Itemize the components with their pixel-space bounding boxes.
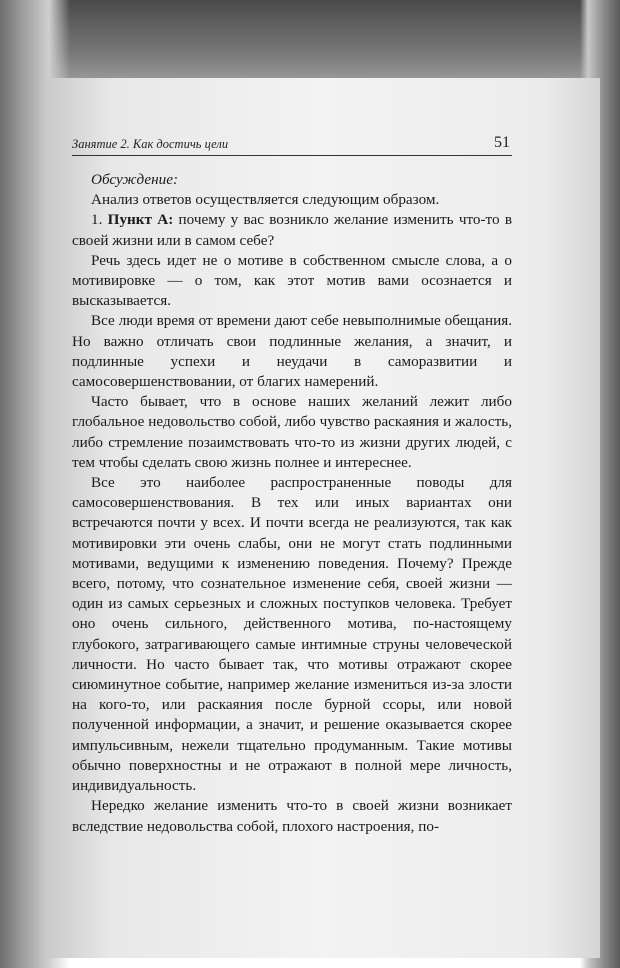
page-header [72,133,512,156]
paragraph-6: Нередко желание изменить что-то в своей жизни возникает вследствие недовольства собой, плохого настроения, по- [72,797,512,835]
paragraph-5: Все это наиболее распространенные поводы для самосовершенствования. В тех или иных вариантах они встречаются почти у всех. И почти всегда не реализуются, так как мотивировки эти очень слабы, они не могут стать подлинными мотивами, ведущими к изменению поведения. Почему? Прежде всего, потому, что сознательное изменение себя, своей жизни — один из самых серьезных и сложных поступков человека. Требует оно очень сильного, действенного мотива, по-настоящему глубокого, затрагивающего самые интимные струны человеческой личности. Но часто бывает так, что мотивы отражают скорее сиюминутное событие, например желание измениться из-за злости на кого-то, или раскаяния после бурной ссоры, или новой полученной информации, а значит, и решение оказывается скорее импульсивным, нежели тщательно продуманным. Такие мотивы обычно поверхностны и не отражают в полной мере личность, индивидуальность. [72,474,512,795]
paragraph-3: Все люди время от времени дают себе невыполнимые обещания. Но важно отличать свои подлинные желания, а значит, и подлинные успехи и неудачи в саморазвитии и самосовершенствовании, от благих намерений. [72,312,512,391]
page-number: 51 [494,134,510,151]
running-head: Занятие 2. Как достичь цели [72,137,229,151]
body-text [72,170,512,837]
item-number: 1. [91,211,103,229]
item-label: Пункт А: [107,211,174,229]
item-text: почему у вас возникло желание изменить что-то в своей жизни или в самом себе? [72,211,513,249]
paragraph-intro: Анализ ответов осуществляется следующим образом. [91,191,440,209]
paragraph-2: Речь здесь идет не о мотиве в собственном смысле слова, а о мотивировке — о том, как этот мотив вами осознается и высказывается. [72,251,512,310]
paragraph-item-a [72,210,512,250]
section-heading: Обсуждение: [91,171,179,188]
paragraph-4: Часто бывает, что в основе наших желаний лежит либо глобальное недовольство собой, либо чувство раскаяния и жалость, либо стремление позаимствовать что-то из жизни других людей, с тем чтобы сделать свою жизнь полнее и интереснее. [72,393,512,471]
